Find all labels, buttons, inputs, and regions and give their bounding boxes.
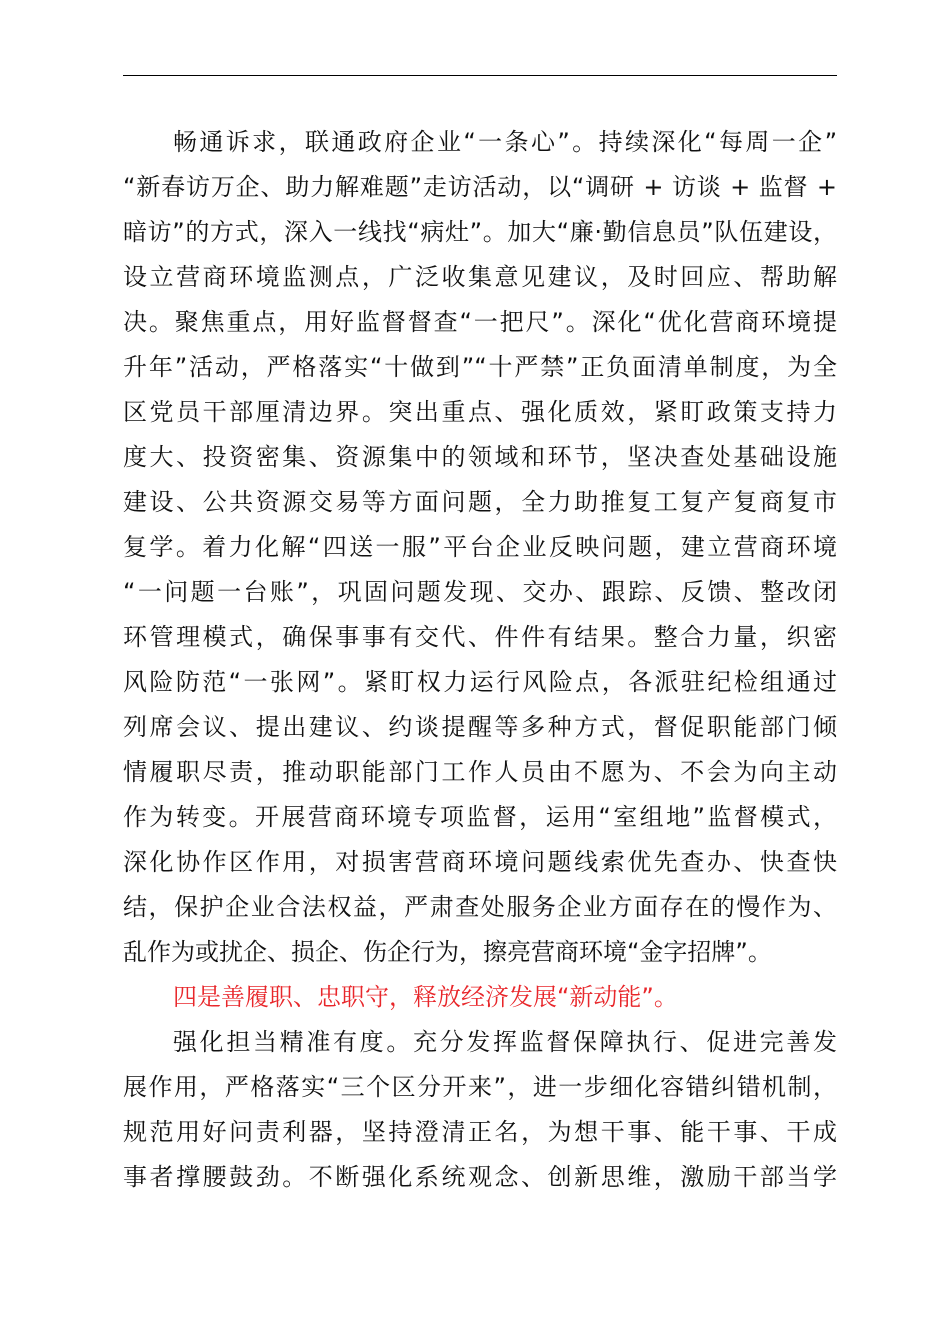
- header-rule: [123, 75, 837, 76]
- text-line: 畅通诉求，联通政府企业“一条心”。持续深化“每周一企”: [173, 128, 837, 156]
- text-line: “新春访万企、助力解难题”走访活动，以“调研 + 访谈 + 监督 +: [123, 173, 837, 201]
- text-line: 作为转变。开展营商环境专项监督，运用“室组地”监督模式，: [123, 803, 837, 831]
- text-line: 乱作为或扰企、损企、伤企行为，擦亮营商环境“金字招牌”。: [123, 938, 772, 966]
- text-line: 结，保护企业合法权益，严肃查处服务企业方面存在的慢作为、: [123, 893, 837, 921]
- text-line: 规范用好问责利器，坚持澄清正名，为想干事、能干事、干成: [123, 1118, 837, 1146]
- text-line: 复学。着力化解“四送一服”平台企业反映问题，建立营商环境: [123, 533, 837, 561]
- paragraph-2: [123, 1020, 837, 1200]
- text-line: 环管理模式，确保事事有交代、件件有结果。整合力量，织密: [123, 623, 837, 651]
- text-line: 区党员干部厘清边界。突出重点、强化质效，紧盯政策支持力: [123, 398, 837, 426]
- text-line: “一问题一台账”，巩固问题发现、交办、跟踪、反馈、整改闭: [123, 578, 837, 606]
- text-line: 强化担当精准有度。充分发挥监督保障执行、促进完善发: [173, 1028, 837, 1056]
- text-line: 建设、公共资源交易等方面问题，全力助推复工复产复商复市: [123, 488, 837, 516]
- text-line: 升年”活动，严格落实“十做到”“十严禁”正负面清单制度，为全: [123, 353, 837, 381]
- text-line: 度大、投资密集、资源集中的领域和环节，坚决查处基础设施: [123, 443, 837, 471]
- text-line: 情履职尽责，推动职能部门工作人员由不愿为、不会为向主动: [123, 758, 837, 786]
- text-line: 暗访”的方式，深入一线找“病灶”。加大“廉·勤信息员”队伍建设，: [123, 218, 837, 246]
- text-line: 深化协作区作用，对损害营商环境问题线索优先查办、快查快: [123, 848, 837, 876]
- text-line: 展作用，严格落实“三个区分开来”，进一步细化容错纠错机制，: [123, 1073, 837, 1101]
- document-body: [123, 120, 837, 1200]
- text-line: 决。聚焦重点，用好监督督查“一把尺”。深化“优化营商环境提: [123, 308, 837, 336]
- text-line: 风险防范“一张网”。紧盯权力运行风险点，各派驻纪检组通过: [123, 668, 837, 696]
- text-line: 事者撑腰鼓劲。不断强化系统观念、创新思维，激励干部当学: [123, 1163, 837, 1191]
- section-heading: 四是善履职、忠职守，释放经济发展“新动能”。: [173, 983, 678, 1011]
- paragraph-1: [123, 120, 837, 975]
- text-line: 设立营商环境监测点，广泛收集意见建议，及时回应、帮助解: [123, 263, 837, 291]
- text-line: 列席会议、提出建议、约谈提醒等多种方式，督促职能部门倾: [123, 713, 837, 741]
